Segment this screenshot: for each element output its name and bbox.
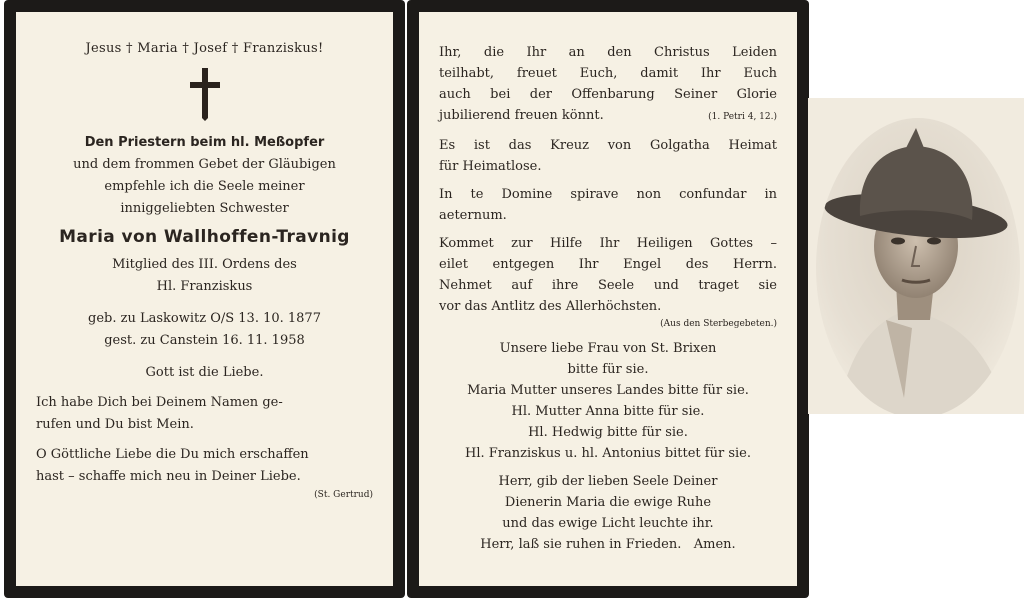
right-panel [419,12,797,586]
intro-line-2: empfehle ich die Seele meiner [104,179,305,194]
prayer-line-4: Herr, laß sie ruhen in Frieden. Amen. [480,537,736,552]
para2-line-1: Es ist das Kreuz von Golgatha Heimat [439,138,777,153]
intro-line-1: und dem frommen Gebet der Gläubigen [73,157,336,172]
para4-line-4: vor das Antlitz des Allerhöchsten. [439,299,662,314]
quote2-line-2: hast – schaffe mich neu in Deiner Liebe. [36,469,301,484]
para3-line-2: aeternum. [439,208,507,223]
order-line-1: Mitglied des III. Ordens des [112,257,297,272]
para4-line-3: Nehmet auf ihre Seele und traget sie [439,278,777,293]
left-panel [16,12,393,586]
litany-line-2: bitte für sie. [567,362,649,377]
latin-block [439,184,777,226]
para3-line-1: In te Domine spirave non confundar in [439,187,777,202]
para1-source: (1. Petri 4, 12.) [708,112,777,122]
priests-line: Den Priestern beim hl. Meßopfer [84,135,325,150]
portrait-photo [808,98,1024,414]
order-line-2: Hl. Franziskus [156,279,253,294]
quote2-source: (St. Gertrud) [314,490,373,500]
golgatha-block [439,135,777,177]
para1-last: jubilierend freuen könnt. [439,108,604,123]
litany-line-4: Hl. Mutter Anna bitte für sie. [511,404,705,419]
deceased-name: Maria von Wallhoffen-Travnig [59,227,350,247]
memorial-card-right [407,0,809,598]
para1-line-3: auch bei der Offenbarung Seiner Glorie [439,87,777,102]
litany-line-5: Hl. Hedwig bitte für sie. [528,425,688,440]
death-line: gest. zu Canstein 16. 11. 1958 [104,333,305,348]
litany-line-6: Hl. Franziskus u. hl. Antonius bittet für sie. [465,446,751,461]
quote2-line-1: O Göttliche Liebe die Du mich erschaffen [36,447,309,462]
para1-line-2: teilhabt, freuet Euch, damit Ihr Euch [439,66,777,81]
litany-line-1: Unsere liebe Frau von St. Brixen [499,341,717,356]
prayer-line-2: Dienerin Maria die ewige Ruhe [504,495,712,510]
motto: Gott ist die Liebe. [145,365,264,380]
scripture-block [439,42,777,128]
litany-line-3: Maria Mutter unseres Landes bitte für sie. [467,383,749,398]
memorial-card-left [4,0,405,598]
birth-line: geb. zu Laskowitz O/S 13. 10. 1877 [88,311,321,326]
quote1-line-2: rufen und Du bist Mein. [36,417,194,432]
para1-line-4 [439,105,777,128]
prayer-for-dying-block [439,233,777,331]
prayer-line-1: Herr, gib der lieben Seele Deiner [498,474,718,489]
intro-line-3: inniggeliebten Schwester [120,201,289,216]
prayer-line-3: und das ewige Licht leuchte ihr. [502,516,714,531]
portrait-icon [808,98,1024,414]
final-prayer-block [439,471,777,555]
quote1-line-1: Ich habe Dich bei Deinem Namen ge- [36,395,283,410]
cross-icon-holder [36,62,373,126]
invocation: Jesus † Maria † Josef † Franziskus! [85,41,324,56]
para4-line-2: eilet entgegen Ihr Engel des Herrn. [439,257,777,272]
latin-cross-icon [188,66,222,122]
para4-line-1: Kommet zur Hilfe Ihr Heiligen Gottes – [439,236,777,251]
para1-line-1: Ihr, die Ihr an den Christus Leiden [439,45,777,60]
para2-line-2: für Heimatlose. [439,159,542,174]
para4-source: (Aus den Sterbegebeten.) [660,319,777,329]
litany-block [439,338,777,464]
